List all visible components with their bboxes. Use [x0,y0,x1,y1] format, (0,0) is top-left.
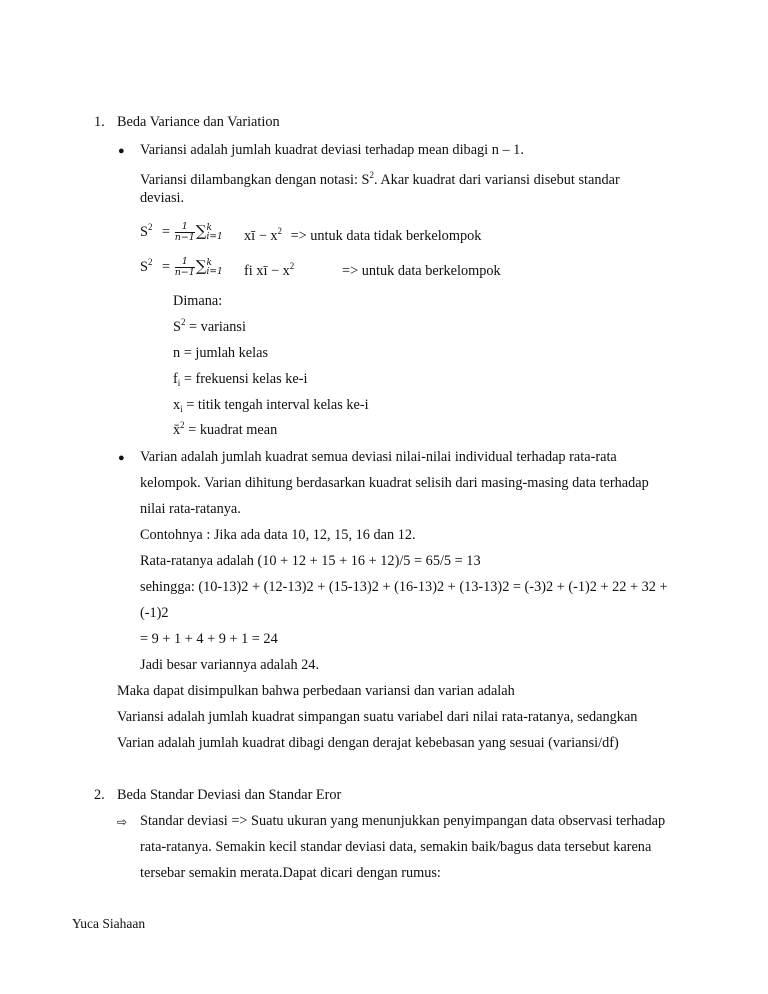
conclusion-line: Varian adalah jumlah kuadrat dibagi dengan derajat kebebasan yang sesuai (variansi/df) [117,735,619,751]
bullet-icon: ● [118,145,125,157]
bullet-b-line: kelompok. Varian dihitung berdasarkan kuadrat selisih dari masing-masing data terhadap [140,475,649,491]
bullet-b-line: nilai rata-ratanya. [140,501,241,517]
bullet-b-line: sehingga: (10-13)2 + (12-13)2 + (15-13)2 + (16-13)2 + (13-13)2 = (-3)2 + (-1)2 + 22 + 32 + [140,579,668,595]
bullet-b-line: Contohnya : Jika ada data 10, 12, 15, 16 dan 12. [140,527,416,543]
arrow-bullet-icon: ⇨ [117,815,128,829]
section-1-number: 1. [94,114,105,130]
definition-xi: $x_i$ = titik tengah interval kelas ke-i [173,397,369,414]
footer-author: Yuca Siahaan [72,916,146,931]
definition-n: n = jumlah kelas [173,345,269,361]
bullet-b-line: Varian adalah jumlah kuadrat semua deviasi nilai-nilai individual terhadap rata-rata [140,449,617,465]
bullet-b-line: (-1)2 [140,605,169,621]
section-2-line: tersebar semakin merata.Dapat dicari dengan rumus: [140,865,441,881]
definition-heading: Dimana: [173,293,223,309]
section-2-line: Standar deviasi => Suatu ukuran yang menunjukkan penyimpangan data observasi terhadap [140,813,666,829]
section-2-title: Beda Standar Deviasi dan Standar Eror [117,787,342,803]
bullet-b-line: Jadi besar variannya adalah 24. [140,657,320,673]
bullet-a-line-3: deviasi. [140,190,185,206]
section-1-title: Beda Variance dan Variation [117,114,280,130]
conclusion-line: Variansi adalah jumlah kuadrat simpangan suatu variabel dari nilai rata-ratanya, sedangkan [117,709,638,725]
formula-grouped: $S^2$ = $\frac{1}{n-1}$ ∑ k i=1 [140,256,223,279]
bullet-a-line-1: Variansi adalah jumlah kuadrat deviasi terhadap mean dibagi n – 1. [140,142,524,158]
bullet-b-line: Rata-ratanya adalah (10 + 12 + 15 + 16 + 12)/5 = 65/5 = 13 [140,553,481,569]
section-2-number: 2. [94,787,105,803]
bullet-a-line-2: Variansi dilambangkan dengan notasi: $S^2$. Akar kuadrat dari variansi disebut standar [140,170,620,188]
formula-ungrouped-term: xī − $x^2$ => untuk data tidak berkelompok [244,226,482,244]
conclusion-line: Maka dapat disimpulkan bahwa perbedaan variansi dan varian adalah [117,683,515,699]
bullet-icon: ● [118,452,125,464]
definition-xbar: x̄$^2$ = kuadrat mean [173,420,278,438]
definition-fi: $f_i$ = frekuensi kelas ke-i [173,371,308,388]
formula-grouped-term: fi xī − $x^2$ [244,261,295,279]
formula-grouped-note: => untuk data berkelompok [342,263,501,279]
definition-s2: $S^2$ = variansi [173,317,246,335]
bullet-b-line: = 9 + 1 + 4 + 9 + 1 = 24 [140,631,278,647]
formula-ungrouped: $S^2$ = $\frac{1}{n-1}$ ∑ k i=1 [140,221,223,244]
section-2-line: rata-ratanya. Semakin kecil standar deviasi data, semakin baik/bagus data tersebut karena [140,839,652,855]
